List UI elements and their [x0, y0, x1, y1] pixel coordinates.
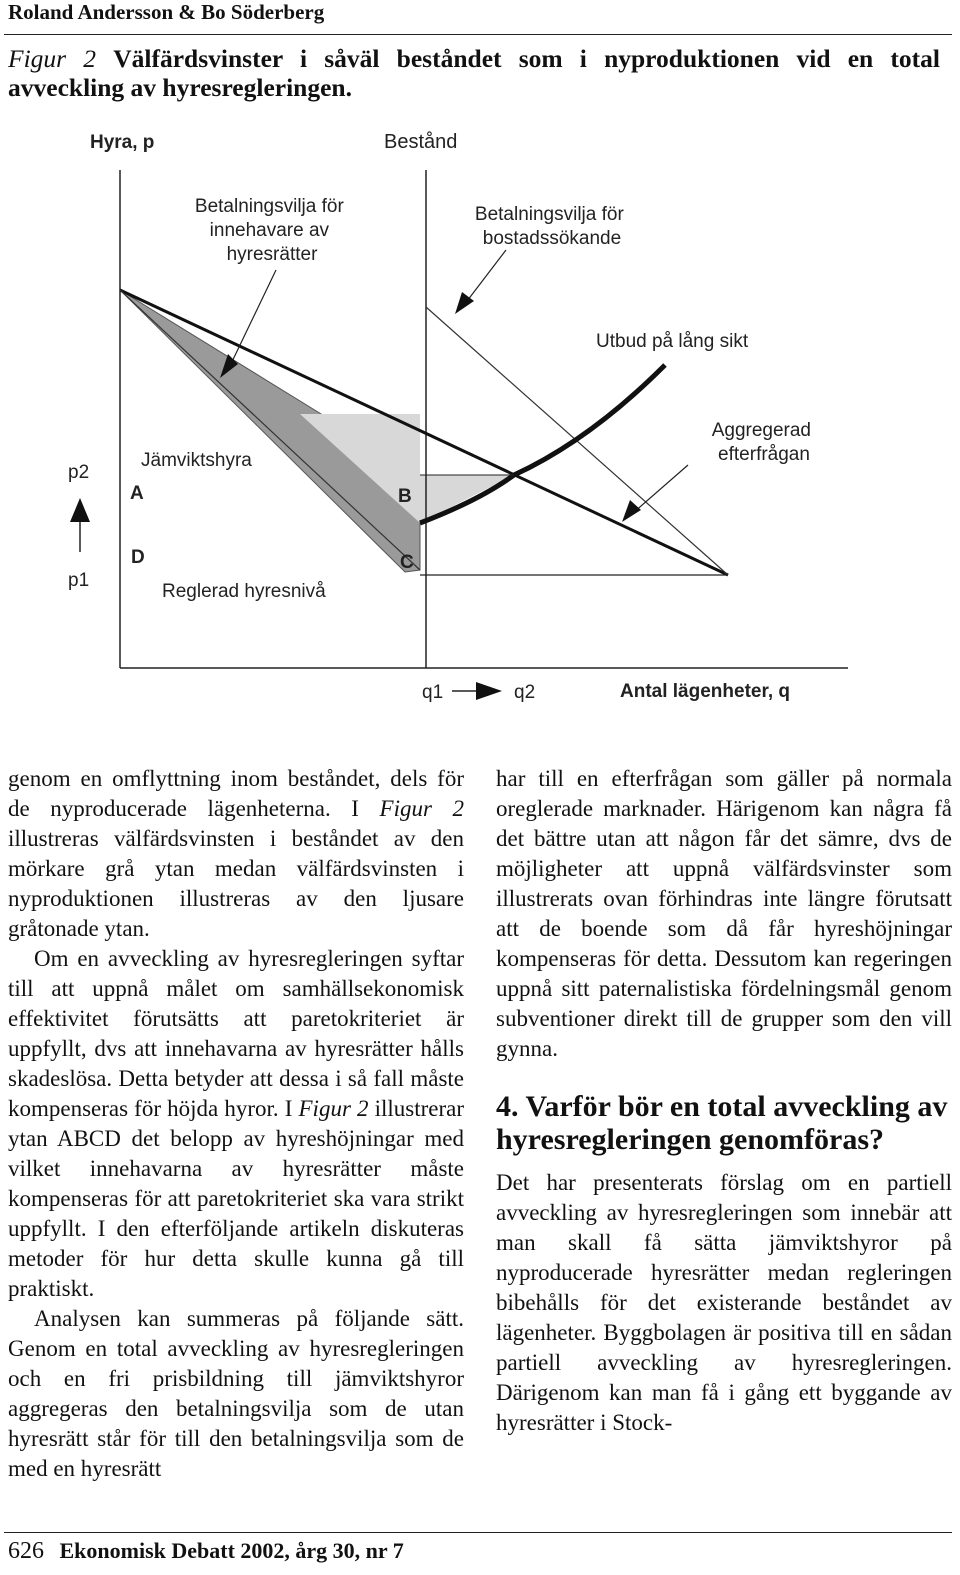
supply-label: Utbud på lång sikt: [596, 331, 749, 352]
figure-label: Figur 2: [8, 44, 97, 73]
paragraph: har till en efterfrågan som gäller på normala oreglerade marknader. Härigenom kan några få det bättre utan att någon får det sämre, dvs de möjligheter att uppnå välfärdsvinster som illustrerats ovan förhindras inte längre förutsatt att de boende som då får hyreshöjningar kompenseras för detta. Dessutom kan regeringen uppnå sitt paternalistiska fördelningsmål genom subventioner direkt till de grupper som den vill gynna.: [496, 766, 952, 1061]
paragraph: Analysen kan summeras på följande sätt. Genom en total avveckling av hyresregleringen och en fri prisbildning till jämviktshyror aggregeras den betalningsvilja som de utan hyresrätt står för till den betalningsvilja som de med en hyresrätt: [8, 1306, 464, 1481]
point-c-label: C: [400, 552, 414, 573]
x-axis-label: Antal lägenheter, q: [620, 681, 790, 702]
quantity-increase-arrow-head: [476, 682, 502, 700]
body-column-left: [8, 764, 464, 1484]
stock-label: Bestånd: [384, 131, 458, 153]
equilibrium-rent-label: Jämviktshyra: [141, 450, 252, 471]
seekers-pointer: [464, 250, 506, 305]
holders-wtp-label: Betalningsvilja för innehavare av hyresrätter: [194, 196, 344, 265]
q1-label: q1: [422, 682, 444, 703]
p2-label: p2: [68, 462, 90, 483]
regulated-rent-label: Reglerad hyresnivå: [162, 581, 326, 602]
paragraph: genom en omflyttning inom beståndet, dels för de nyproducerade lägenheterna. I Figur 2 illustreras välfärdsvinsten i beståndet av den mörkare grå ytan medan välfärdsvinsten i nyproduktionen illustreras av den ljusare gråtonade ytan.: [8, 766, 464, 941]
running-head: Roland Andersson & Bo Söderberg: [8, 0, 325, 24]
figure-2-diagram: [0, 120, 960, 720]
footer-rule: [4, 1532, 952, 1533]
footer: [8, 1538, 404, 1565]
seekers-wtp-label: Betalningsvilja för bostadssökande: [474, 204, 624, 249]
paragraph: Om en avveckling av hyresregleringen syftar till att uppnå målet om samhällsekonomisk effektivitet förutsätts att paretokriteriet är uppfyllt, dvs att innehavarna av hyresrätter hålls skadeslösa. Detta betyder att dessa i så fall måste kompenseras för höjda hyror. I Figur 2 illustrerar ytan ABCD det belopp av hyreshöjningar med vilket innehavarna av hyresrätter måste kompenseras för att paretokriteriet ska vara strikt uppfyllt. I den efterföljande artikeln diskuteras metoder för hur detta skulle kunna gå till praktiskt.: [8, 946, 465, 1301]
q2-label: q2: [514, 682, 536, 703]
figure-caption: [8, 44, 940, 102]
point-a-label: A: [130, 483, 144, 504]
demand-pointer: [633, 465, 688, 513]
holders-pointer: [228, 270, 276, 370]
body-column-right: [496, 764, 952, 1438]
section-heading: 4. Varför bör en total avveckling av hyresregleringen genomföras?: [496, 1090, 948, 1156]
point-d-label: D: [131, 547, 145, 568]
journal-citation: Ekonomisk Debatt 2002, årg 30, nr 7: [59, 1538, 404, 1563]
page-number: 626: [8, 1538, 44, 1564]
y-axis-label: Hyra, p: [90, 132, 155, 153]
figure-reference: Figur 2: [379, 796, 464, 821]
point-b-label: B: [398, 486, 412, 507]
paragraph: Det har presenterats förslag om en partiell avveckling av hyresregleringen som innebär att man skall få sätta jämviktshyror på nyproducerade hyresrätter medan regleringen bibehålls för det existerande beståndet av lägenheter. Byggbolagen är positiva till en sådan partiell avveckling av hyresregleringen. Därigenom kan man få i gång ett byggande av hyresrätter i Stock-: [496, 1170, 952, 1435]
demand-pointer-head: [622, 500, 641, 522]
aggregate-demand-label: Aggregerad efterfrågan: [711, 420, 812, 465]
p1-label: p1: [68, 570, 90, 591]
figure-title: Välfärdsvinster i såväl beståndet som i nyproduktionen vid en total avveckling av hyresregleringen.: [8, 44, 940, 102]
header-rule: [4, 34, 952, 35]
rent-increase-arrow-head: [70, 498, 90, 522]
figure-reference: Figur 2: [298, 1096, 369, 1121]
